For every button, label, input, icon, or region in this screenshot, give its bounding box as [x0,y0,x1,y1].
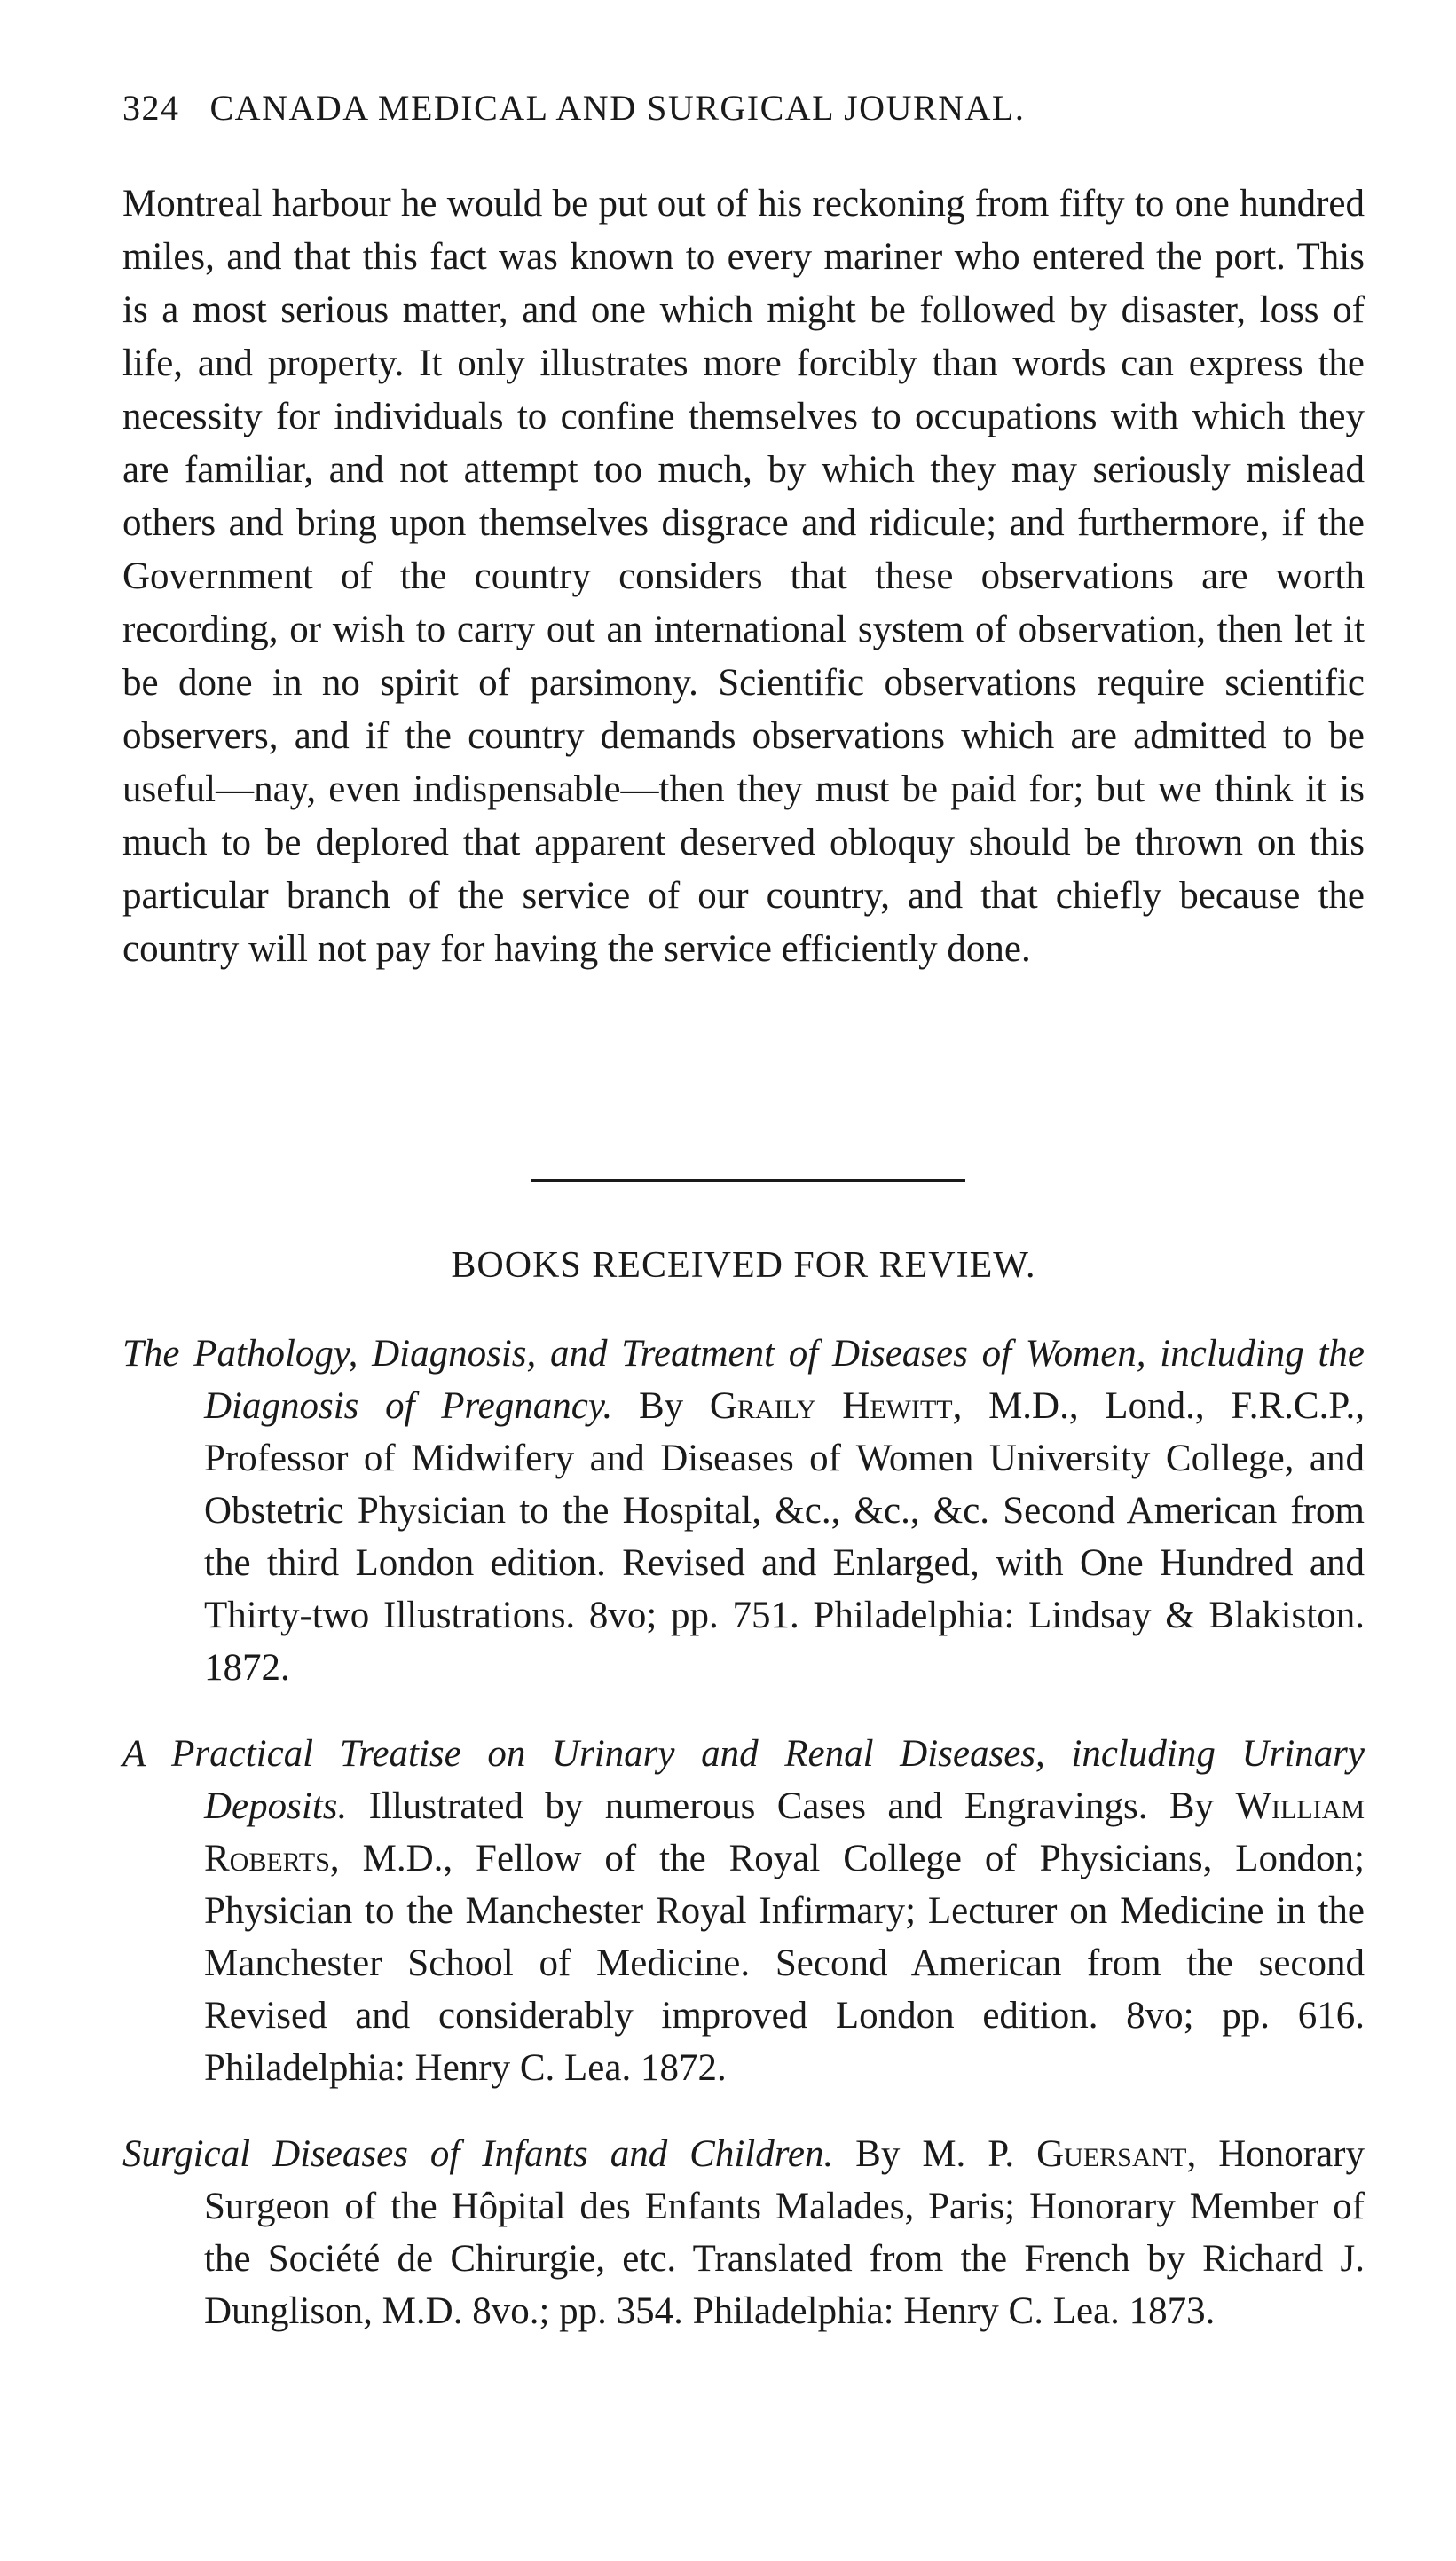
book-title: The Pathology, Diagnosis, and Treatment of Diseases of Women, including the Diagnosis of Pregnancy. [122,1333,1365,1427]
section-divider [531,1179,965,1182]
book-title: A Practical Treatise on Urinary and Renal Diseases, including Urinary Deposits. [122,1733,1365,1827]
book-details: , M.D., Lond., F.R.C.P., Professor of Midwifery and Diseases of Women University College, and Obstetric Physician to the Hospital, &c., &c., &c. Second American from the third London edition. Revised and Enlarged, with One Hundred and Thirty-two Illustrations. 8vo; pp. 751. Philadelphia: Lindsay & Blakiston. 1872. [204,1385,1365,1689]
article-paragraph: Montreal harbour he would be put out of his reckoning from fifty to one hundred miles, and that this fact was known to every mariner who entered the port. This is a most serious matter, and one which might be followed by disaster, loss of life, and property. It only illustrates more forcibly than words can express the necessity for individuals to confine themselves to occupations with which they are familiar, and not attempt too much, by which they may seriously mislead others and bring upon themselves disgrace and ridicule; and furthermore, if the Government of the country considers that these observations are worth recording, or wish to carry out an international system of observation, then let it be done in no spirit of parsimony. Scientific observations require scientific observers, and if the country demands observations which are admitted to be useful—nay, even indispensable—then they must be paid for; but we think it is much to be deplored that apparent deserved obloquy should be thrown on this particular branch of the service of our country, and that chiefly because the country will not pay for having the service efficiently done. [122,183,1365,970]
book-details: , M.D., Fellow of the Royal College of Physicians, London; Physician to the Manchester Royal Infirmary; Lecturer on Medicine in the Manchester School of Medicine. Second American from the second Revised and considerably improved London edition. 8vo; pp. 616. Philadelphia: Henry C. Lea. 1872. [204,1838,1365,2089]
book-entry [122,1328,1365,1694]
book-entry [122,2128,1365,2337]
book-entry [122,1728,1365,2094]
book-author: Graily Hewitt [709,1385,953,1427]
book-by: By [612,1385,710,1427]
page-number: 324 [122,88,180,128]
book-author: William Roberts [204,1785,1365,1879]
book-details: , Honorary Surgeon of the Hôpital des Enfants Malades, Paris; Honorary Member of the Société de Chirurgie, etc. Translated from the French by Richard J. Dunglison, M.D. 8vo.; pp. 354. Philadelphia: Henry C. Lea. 1873. [204,2133,1365,2332]
section-heading: BOOKS RECEIVED FOR REVIEW. [451,1245,1036,1286]
journal-title: CANADA MEDICAL AND SURGICAL JOURNAL. [209,88,1026,128]
book-by: Illustrated by numerous Cases and Engravings. By [347,1785,1236,1827]
book-title: Surgical Diseases of Infants and Children. [122,2133,834,2175]
book-list [122,1328,1365,2371]
book-author: M. P. Guersant [922,2133,1187,2175]
book-by: By [833,2133,923,2175]
running-head [122,87,1365,129]
